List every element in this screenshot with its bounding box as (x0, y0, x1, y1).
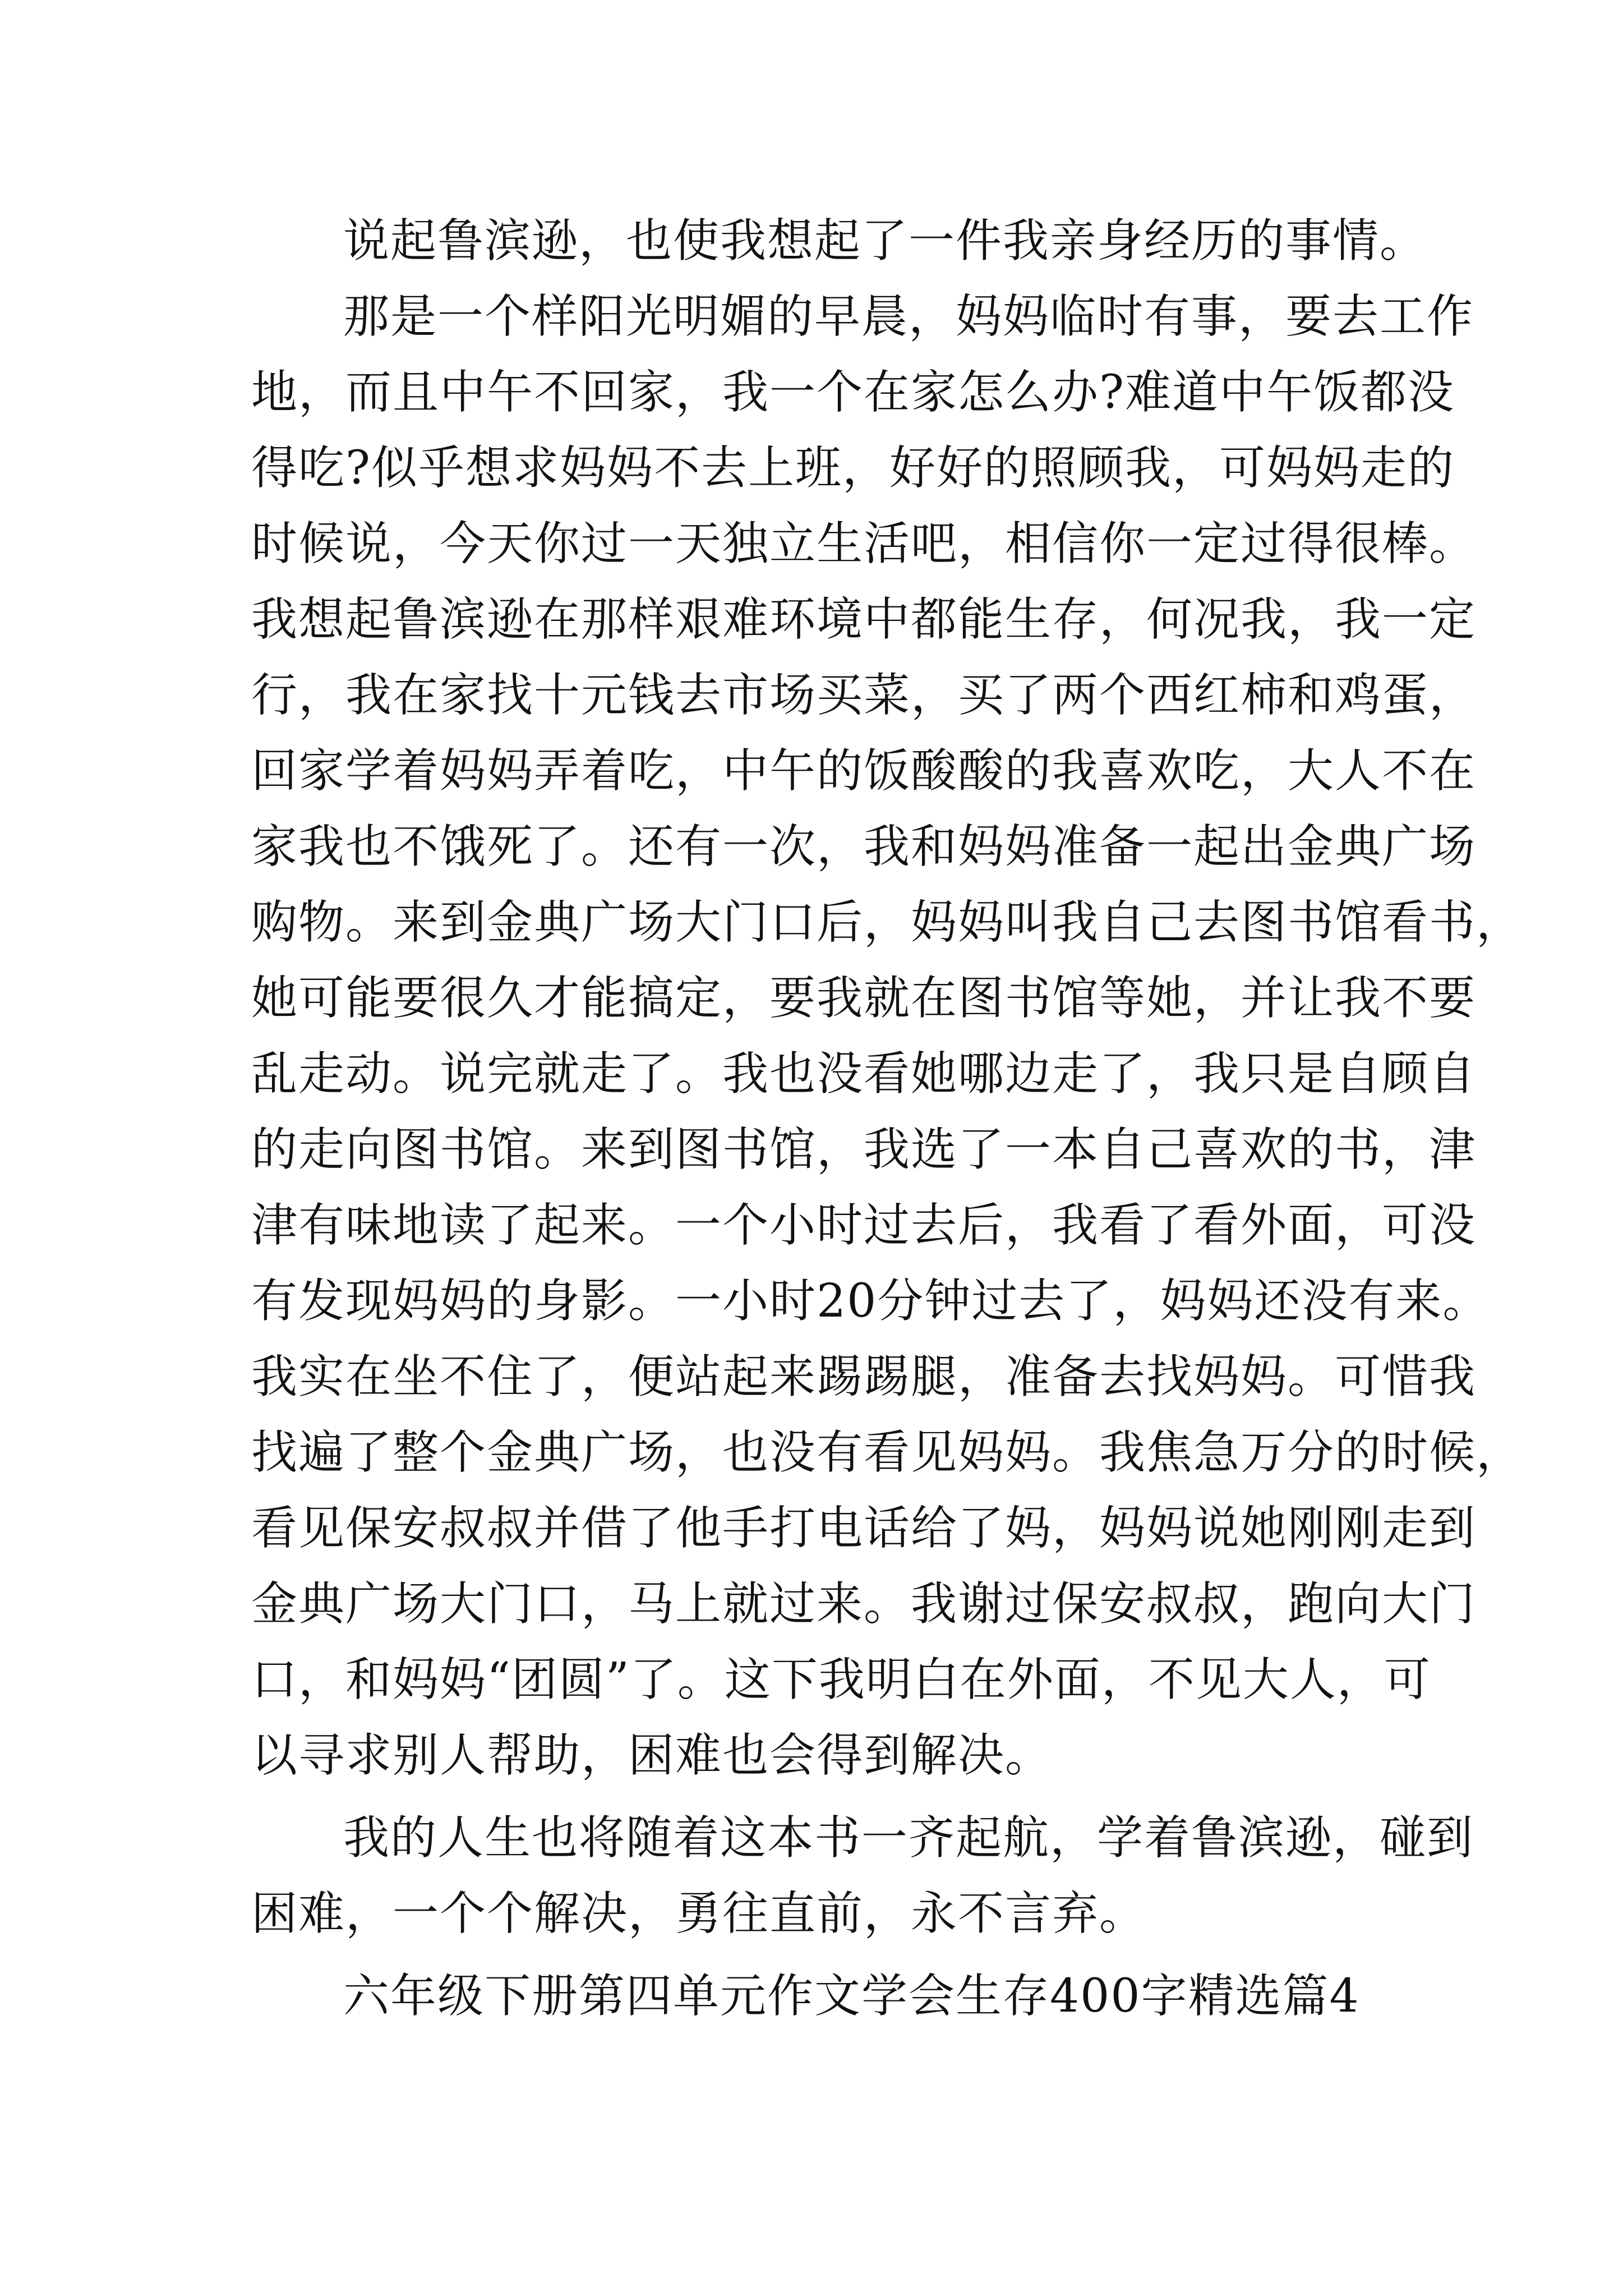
essay-body (251, 203, 1524, 2034)
paragraph-2-line-7: 回家学着妈妈弄着吃，中午的饭酸酸的我喜欢吃，大人不在 (251, 744, 1477, 798)
paragraph-2-line-12: 的走向图书馆。来到图书馆，我选了一本自己喜欢的书，津 (251, 1123, 1477, 1176)
paragraph-2-line-10: 她可能要很久才能搞定，要我就在图书馆等她，并让我不要 (251, 972, 1477, 1025)
paragraph-2-line-17: 看见保安叔叔并借了他手打电话给了妈，妈妈说她刚刚走到 (251, 1502, 1477, 1555)
paragraph-2-line-15: 我实在坐不住了，便站起来踢踢腿，准备去找妈妈。可惜我 (251, 1350, 1477, 1404)
section-heading: 六年级下册第四单元作文学会生存400字精选篇4 (343, 1970, 1360, 2023)
paragraph-2-line-2: 地，而且中午不回家，我一个在家怎么办?难道中午饭都没 (251, 366, 1455, 419)
paragraph-2-line-4: 时候说，今天你过一天独立生活吧，相信你一定过得很棒。 (251, 517, 1477, 570)
paragraph-2-line-20: 以寻求别人帮助，困难也会得到解决。 (251, 1729, 1053, 1782)
paragraph-2-line-19: 口，和妈妈“团圆”了。这下我明白在外面，不见大人，可 (251, 1653, 1431, 1706)
paragraph-2-line-13: 津有味地读了起来。一个小时过去后，我看了看外面，可没 (251, 1199, 1477, 1252)
paragraph-3-line-1: 我的人生也将随着这本书一齐起航，学着鲁滨逊，碰到 (343, 1811, 1474, 1865)
paragraph-3-line-2: 困难，一个个解决，勇往直前，永不言弃。 (251, 1887, 1147, 1940)
paragraph-2-line-8: 家我也不饿死了。还有一次，我和妈妈准备一起出金典广场 (251, 820, 1477, 873)
paragraph-2-line-11: 乱走动。说完就走了。我也没看她哪边走了，我只是自顾自 (251, 1047, 1477, 1101)
paragraph-1-line-1: 说起鲁滨逊，也使我想起了一件我亲身经历的事情。 (343, 214, 1427, 268)
paragraph-2-line-6: 行，我在家找十元钱去市场买菜，买了两个西红柿和鸡蛋， (251, 669, 1477, 722)
paragraph-2-line-18: 金典广场大门口，马上就过来。我谢过保安叔叔，跑向大门 (251, 1577, 1477, 1631)
paragraph-2-line-3: 得吃?似乎想求妈妈不去上班，好好的照顾我，可妈妈走的 (251, 441, 1455, 495)
paragraph-2-line-14: 有发现妈妈的身影。一小时20分钟过去了，妈妈还没有来。 (251, 1274, 1490, 1328)
paragraph-2-line-16: 找遍了整个金典广场，也没有看见妈妈。我焦急万分的时候， (251, 1426, 1524, 1479)
paragraph-2-line-1: 那是一个样阳光明媚的早晨，妈妈临时有事，要去工作 (343, 290, 1474, 343)
paragraph-2-line-9: 购物。来到金典广场大门口后，妈妈叫我自己去图书馆看书， (251, 896, 1524, 949)
paragraph-2-line-5: 我想起鲁滨逊在那样艰难环境中都能生存，何况我，我一定 (251, 593, 1477, 646)
